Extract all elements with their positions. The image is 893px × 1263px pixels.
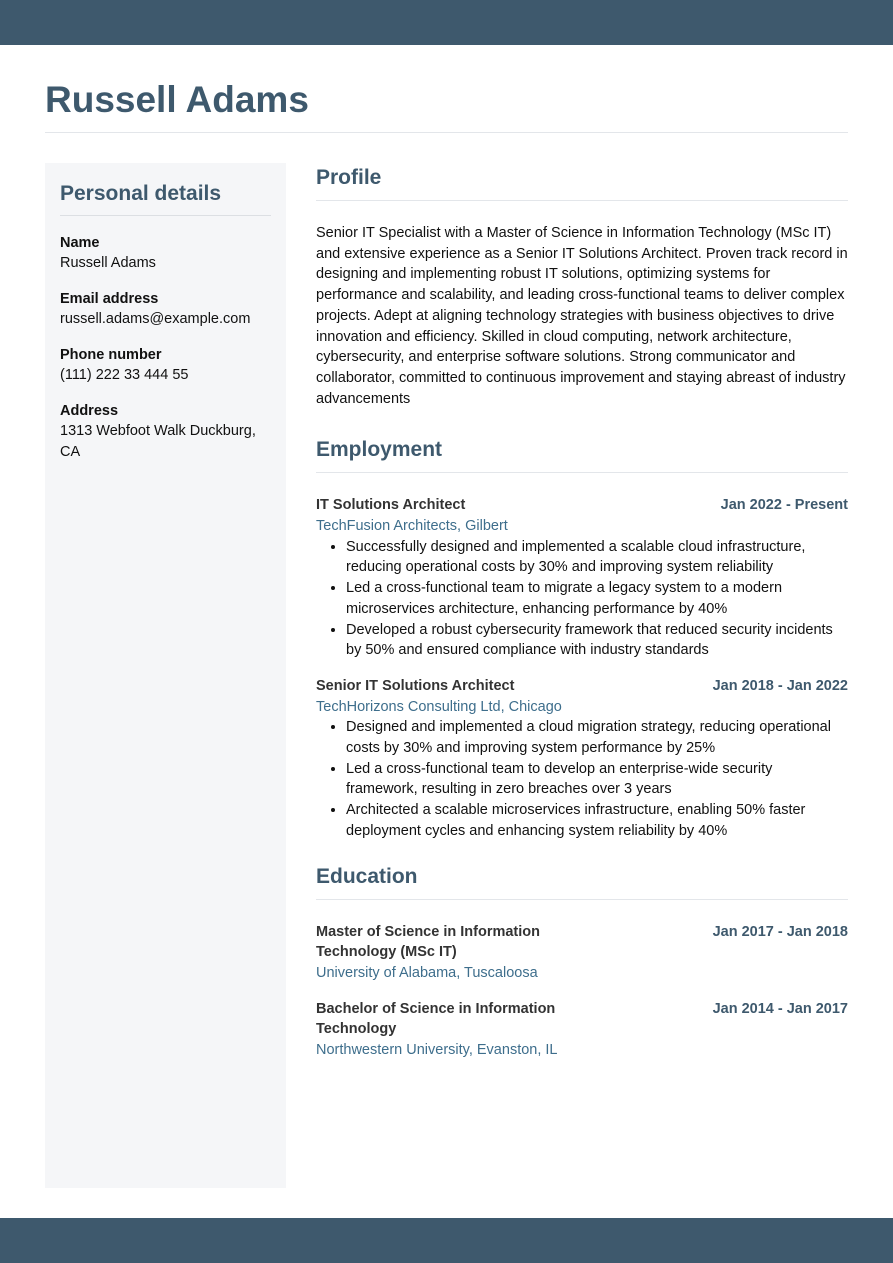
section-divider bbox=[316, 472, 848, 473]
section-divider bbox=[316, 200, 848, 201]
top-banner bbox=[0, 0, 893, 45]
job-date: Jan 2022 - Present bbox=[720, 497, 848, 514]
section-title: Education bbox=[316, 864, 418, 888]
profile-text: Senior IT Specialist with a Master of Science in Information Technology (MSc IT) and extensive experience as a Senior IT Solutions Architect. Proven track record in designing and implementing robust IT solutions, optimizing systems for performance and scalability, and leading cross-functional teams to deliver complex projects. Adept at aligning technology strategies with business objectives to drive innovation and efficiency. Skilled in cloud computing, network architecture, cybersecurity, and enterprise software solutions. Strong communicator and collaborator, committed to continuous improvement and staying abreast of industry advancements bbox=[316, 225, 848, 407]
bullet-item: • Architected a scalable microservices infrastructure, enabling 50% faster deployment cycles and enhancing system reliability by 40% bbox=[346, 800, 848, 841]
sidebar-title: Personal details bbox=[60, 182, 222, 205]
education-date: Jan 2014 - Jan 2017 bbox=[712, 1000, 848, 1017]
personal-details-sidebar bbox=[45, 163, 286, 1188]
detail-name bbox=[60, 233, 271, 274]
detail-label: Address bbox=[60, 403, 119, 419]
education-entry bbox=[316, 922, 848, 984]
job-employer: TechHorizons Consulting Ltd, Chicago bbox=[316, 698, 562, 715]
detail-value: 1313 Webfoot Walk Duckburg, CA bbox=[60, 423, 256, 460]
education-section bbox=[316, 862, 848, 1061]
profile-section bbox=[316, 163, 848, 409]
education-date: Jan 2017 - Jan 2018 bbox=[712, 923, 848, 940]
job-date: Jan 2018 - Jan 2022 bbox=[712, 677, 848, 694]
job-bullets bbox=[316, 717, 848, 841]
detail-phone bbox=[60, 345, 271, 386]
page-title: Russell Adams bbox=[45, 79, 309, 120]
bottom-banner bbox=[0, 1218, 893, 1263]
detail-value: russell.adams@example.com bbox=[60, 311, 251, 327]
main-content bbox=[316, 163, 848, 1076]
job-entry bbox=[316, 495, 848, 661]
job-employer: TechFusion Architects, Gilbert bbox=[316, 518, 508, 535]
section-title: Employment bbox=[316, 438, 443, 462]
bullet-item: • Led a cross-functional team to migrate a legacy system to a modern microservices architecture, enhancing performance by 40% bbox=[346, 578, 848, 619]
detail-label: Phone number bbox=[60, 347, 162, 363]
school-name: Northwestern University, Evanston, IL bbox=[316, 1042, 558, 1059]
detail-label: Name bbox=[60, 235, 100, 251]
sidebar-divider bbox=[60, 215, 271, 216]
detail-label: Email address bbox=[60, 291, 159, 307]
school-name: University of Alabama, Tuscaloosa bbox=[316, 964, 538, 981]
job-entry bbox=[316, 676, 848, 842]
detail-value: (111) 222 33 444 55 bbox=[60, 367, 189, 383]
degree-title: Bachelor of Science in Information Technology bbox=[316, 1000, 556, 1038]
job-title: IT Solutions Architect bbox=[316, 497, 466, 514]
job-title: Senior IT Solutions Architect bbox=[316, 677, 515, 694]
employment-section bbox=[316, 435, 848, 841]
degree-title: Master of Science in Information Technology (MSc IT) bbox=[316, 923, 540, 961]
section-divider bbox=[316, 899, 848, 900]
education-entry bbox=[316, 999, 848, 1061]
detail-value: Russell Adams bbox=[60, 255, 156, 271]
bullet-item: • Led a cross-functional team to develop an enterprise-wide security framework, resulting in zero breaches over 3 years bbox=[346, 759, 848, 800]
detail-address bbox=[60, 401, 271, 463]
bullet-item: • Designed and implemented a cloud migration strategy, reducing operational costs by 30% and improving system performance by 25% bbox=[346, 717, 848, 758]
bullet-item: • Successfully designed and implemented a scalable cloud infrastructure, reducing operational costs by 30% and improving system reliability bbox=[346, 537, 848, 578]
job-bullets bbox=[316, 537, 848, 661]
detail-email bbox=[60, 289, 271, 330]
title-divider bbox=[45, 132, 848, 133]
section-title: Profile bbox=[316, 166, 382, 189]
bullet-item: • Developed a robust cybersecurity framework that reduced security incidents by 50% and ensured compliance with industry standards bbox=[346, 620, 848, 661]
